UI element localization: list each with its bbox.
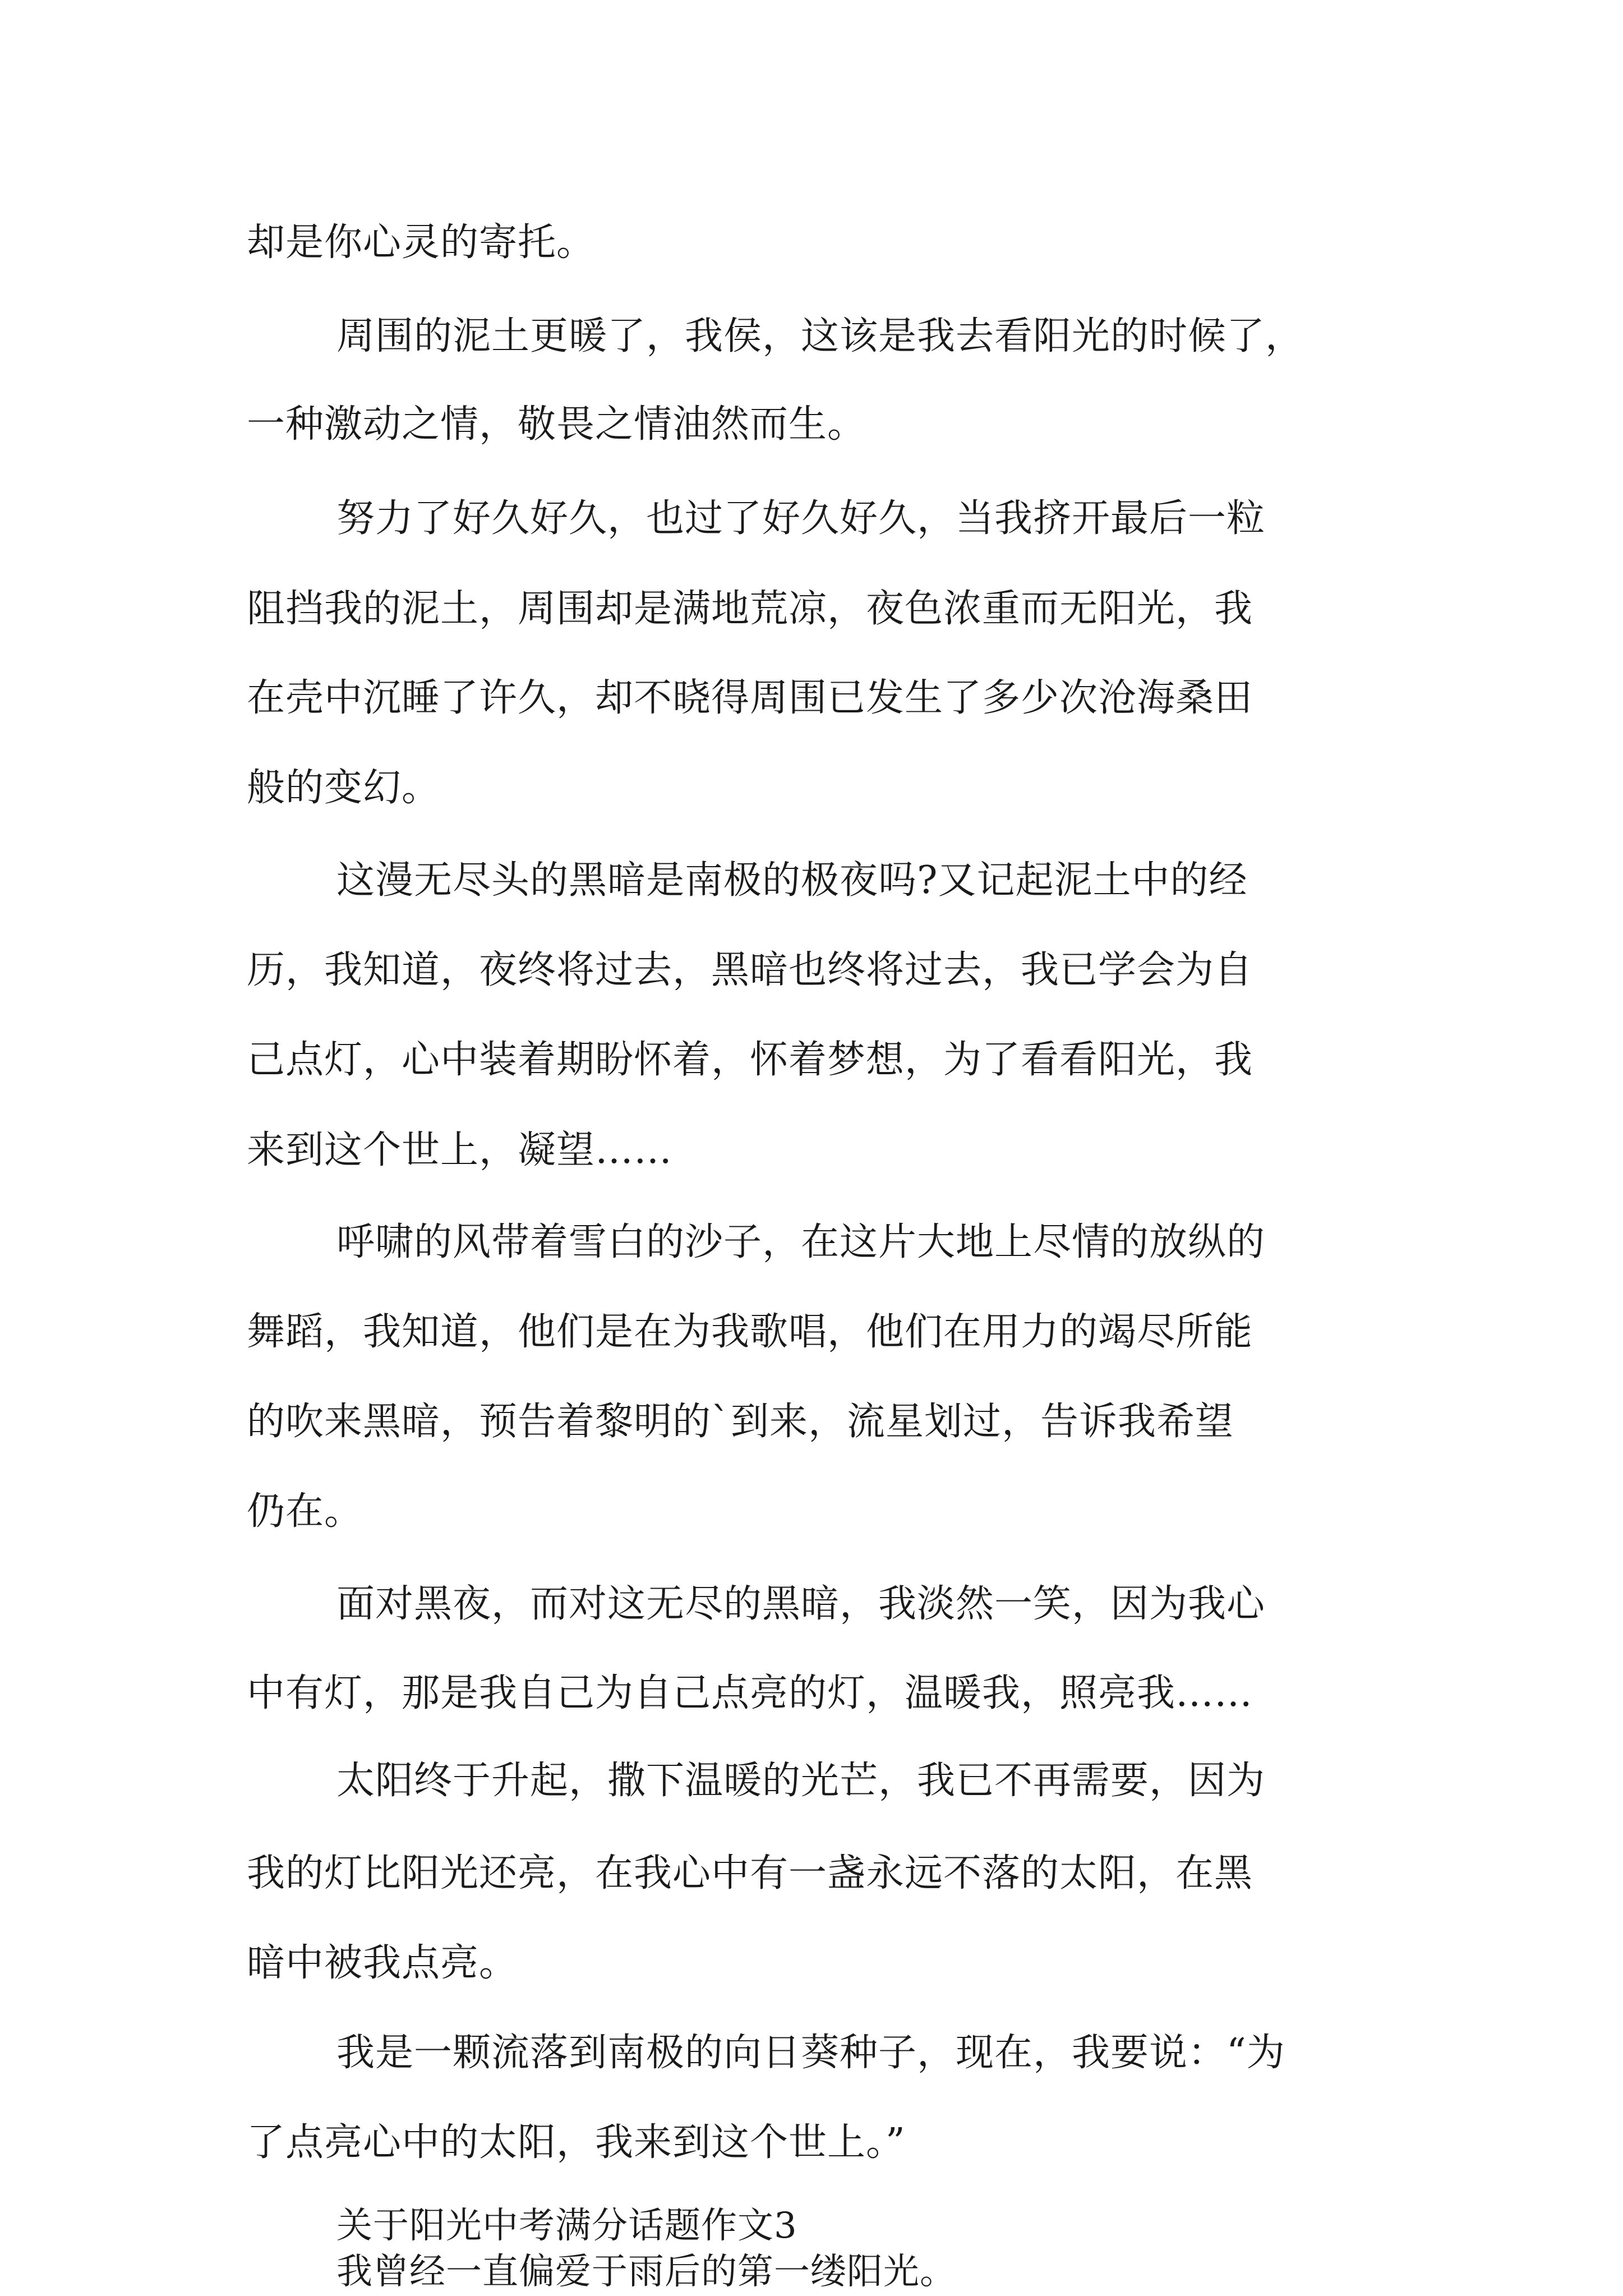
text-line: 阻挡我的泥土，周围却是满地荒凉，夜色浓重而无阳光，我 <box>247 587 1253 631</box>
text-line: 般的变幻。 <box>247 766 441 810</box>
text-line: 努力了好久好久，也过了好久好久，当我挤开最后一粒 <box>336 496 1266 541</box>
text-line: 周围的泥土更暖了，我侯，这该是我去看阳光的时候了， <box>336 314 1304 358</box>
text-line: 一种激动之情，敬畏之情油然而生。 <box>247 402 866 447</box>
text-line: 面对黑夜，而对这无尽的黑暗，我淡然一笑，因为我心 <box>336 1582 1266 1626</box>
text-line: 己点灯，心中装着期盼怀着，怀着梦想，为了看看阳光，我 <box>247 1038 1253 1082</box>
text-line: 却是你心灵的寄托。 <box>247 220 596 265</box>
text-line: 了点亮心中的太阳，我来到这个世上。” <box>247 2120 906 2165</box>
text-line: 我是一颗流落到南极的向日葵种子，现在，我要说：“为 <box>336 2031 1285 2075</box>
section-heading: 关于阳光中考满分话题作文3 <box>336 2205 797 2247</box>
text-line: 仍在。 <box>247 1489 363 1534</box>
text-line: 呼啸的风带着雪白的沙子，在这片大地上尽情的放纵的 <box>336 1220 1266 1264</box>
text-line: 来到这个世上，凝望…… <box>247 1128 673 1172</box>
text-line: 我的灯比阳光还亮，在我心中有一盏永远不落的太阳，在黑 <box>247 1851 1253 1895</box>
text-line: 舞蹈，我知道，他们是在为我歌唱，他们在用力的竭尽所能 <box>247 1310 1253 1354</box>
text-line: 中有灯，那是我自己为自己点亮的灯，温暖我，照亮我…… <box>247 1671 1253 1715</box>
text-line: 在壳中沉睡了许久，却不晓得周围已发生了多少次沧海桑田 <box>247 676 1253 720</box>
text-line: 我曾经一直偏爱于雨后的第一缕阳光。 <box>336 2251 956 2293</box>
text-line: 这漫无尽头的黑暗是南极的极夜吗?又记起泥土中的经 <box>336 858 1248 903</box>
text-line: 太阳终于升起，撒下温暖的光芒，我已不再需要，因为 <box>336 1759 1266 1803</box>
text-line: 历，我知道，夜终将过去，黑暗也终将过去，我已学会为自 <box>247 948 1253 992</box>
text-line: 暗中被我点亮。 <box>247 1941 518 1985</box>
text-line: 的吹来黑暗，预告着黎明的`到来，流星划过，告诉我希望 <box>247 1400 1234 1444</box>
